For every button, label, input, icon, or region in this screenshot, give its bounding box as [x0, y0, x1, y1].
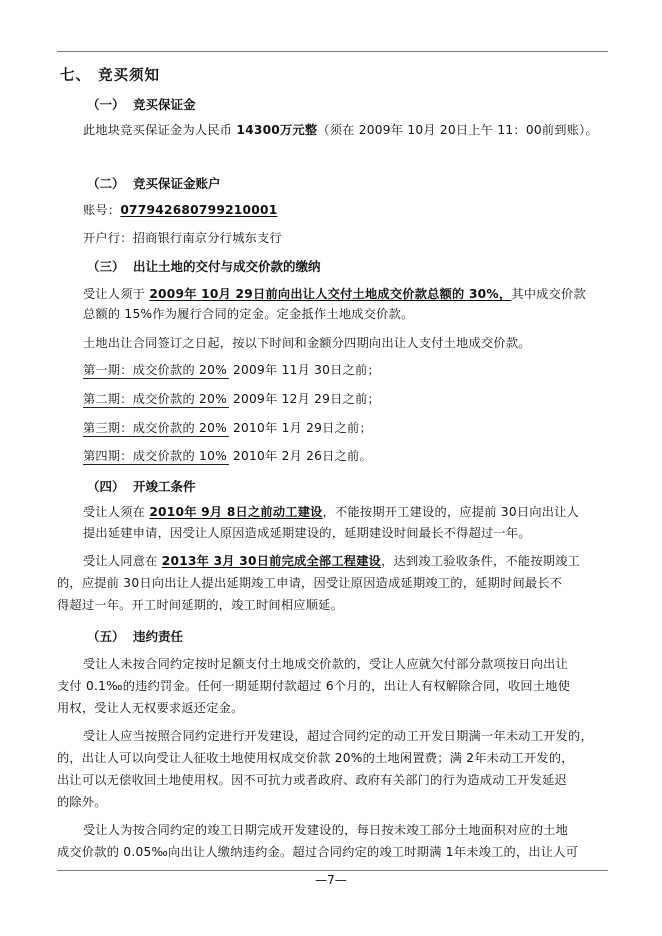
- construction-start-date: 2010年 9月 8日之前动工建设: [149, 505, 323, 519]
- subsection-heading-4: [87, 477, 196, 495]
- breach-paragraph-1-line-2: 支付 0.1‰的违约罚金。任何一期延期付款超过 6个月的，出让人有权解除合同，收回土地使: [57, 679, 571, 693]
- payment-paragraph-line-1: 受让人须于 2009年 10月 29日前向出让人交付土地成交价款总额的 30%，其中成交价款: [83, 287, 586, 301]
- payment-paragraph-line-2: 总额的 15%作为履行合同的定金。定金抵作土地成交价款。: [83, 307, 414, 321]
- breach-paragraph-3-line-2: 成交价款的 0.05‰向出让人缴纳违约金。超过合同约定的竣工时期满 1年未竣工的，出让人可: [57, 845, 579, 859]
- breach-paragraph-3-line-1: 受让人为按合同约定的竣工日期完成开发建设的，每日按未竣工部分土地面积对应的土地: [83, 823, 569, 837]
- installment-date: 2009年 12月 29日之前；: [233, 392, 380, 406]
- subsection-number: （二）: [87, 176, 125, 191]
- subsection-number: （三）: [87, 259, 125, 274]
- installment-date: 2009年 11月 30日之前；: [233, 363, 380, 377]
- installment-label: 第一期：成交价款的 20%: [83, 363, 227, 377]
- subsection-title: 出让土地的交付与成交价款的缴纳: [133, 259, 321, 274]
- installment-date: 2010年 1月 29日之前；: [233, 421, 372, 435]
- installment-row: [83, 362, 380, 379]
- account-line: 账号：077942680799210001: [83, 203, 278, 217]
- breach-paragraph-2-line-4: 的除外。: [57, 795, 107, 809]
- breach-paragraph-2-line-3: 出让可以无偿收回土地使用权。因不可抗力或者政府、政府有关部门的行为造成动工开发延迟: [57, 773, 567, 787]
- account-number: 077942680799210001: [120, 203, 278, 217]
- page-number: —7—: [315, 873, 347, 887]
- subsection-title: 违约责任: [133, 629, 184, 644]
- payment-deadline: 2009年 10月 29日前向出让人交付土地成交价款总额的 30%，: [149, 287, 512, 301]
- completion-date: 2013年 3月 30日前完成全部工程建设: [161, 554, 382, 568]
- subsection-number: （四）: [87, 479, 125, 494]
- installment-row: [83, 391, 380, 408]
- section-title: 竞买须知: [98, 68, 160, 84]
- installment-label: 第四期：成交价款的 10%: [83, 449, 227, 463]
- subsection-heading-1: [87, 95, 196, 113]
- subsection-number: （五）: [87, 629, 125, 644]
- section-heading: [60, 64, 160, 85]
- construction-start-line-1: 受让人须在 2010年 9月 8日之前动工建设，不能按期开工建设的，应提前 30日向出让人: [83, 505, 580, 519]
- subsection-heading-2: [87, 174, 221, 192]
- installment-row: [83, 420, 372, 437]
- installment-label: 第二期：成交价款的 20%: [83, 392, 227, 406]
- installment-label: 第三期：成交价款的 20%: [83, 421, 227, 435]
- installment-intro: 土地出让合同签订之日起，按以下时间和金额分四期向出让人支付土地成交价款。: [83, 336, 531, 350]
- breach-paragraph-2-line-2: 的，出让人可以向受让人征收土地使用权成交价款 20%的土地闲置费；满 2年未动工开发的，: [57, 751, 574, 765]
- subsection-title: 竞买保证金账户: [133, 176, 221, 191]
- breach-paragraph-1-line-3: 用权，受让人无权要求返还定金。: [57, 701, 244, 715]
- subsection-number: （一）: [87, 97, 125, 112]
- deposit-amount: 14300万元整: [236, 123, 318, 137]
- completion-line-2: 的，应提前 30日向出让人提出延期竣工申请，因受让原因造成延期竣工的，延期时间最长不: [57, 576, 563, 590]
- footer-rule: [57, 870, 608, 871]
- subsection-heading-3: [87, 257, 321, 275]
- construction-start-line-2: 提出延建申请，因受让人原因造成延期建设的，延期建设时间最长不得超过一年。: [83, 526, 531, 540]
- header-rule: [57, 51, 608, 52]
- subsection-title: 开竣工条件: [133, 479, 196, 494]
- installment-row: [83, 448, 372, 465]
- subsection-title: 竞买保证金: [133, 97, 196, 112]
- bank-line: 开户行：招商银行南京分行城东支行: [83, 231, 282, 245]
- installment-date: 2010年 2月 26日之前。: [233, 449, 372, 463]
- deposit-paragraph: 此地块竞买保证金为人民币 14300万元整（须在 2009年 10月 20日上午 11：00前到账）。: [83, 123, 598, 137]
- completion-line-1: 受让人同意在 2013年 3月 30日前完成全部工程建设，达到竣工验收条件，不能按期竣工: [83, 554, 581, 568]
- breach-paragraph-2-line-1: 受让人应当按照合同约定进行开发建设，超过合同约定的动工开发日期满一年未动工开发的，: [83, 729, 593, 743]
- section-number: 七、: [60, 68, 91, 84]
- subsection-heading-5: [87, 627, 183, 645]
- breach-paragraph-1-line-1: 受让人未按合同约定按时足额支付土地成交价款的，受让人应就欠付部分款项按日向出让: [83, 657, 569, 671]
- completion-line-3: 得超过一年。开工时间延期的，竣工时间相应顺延。: [57, 598, 344, 612]
